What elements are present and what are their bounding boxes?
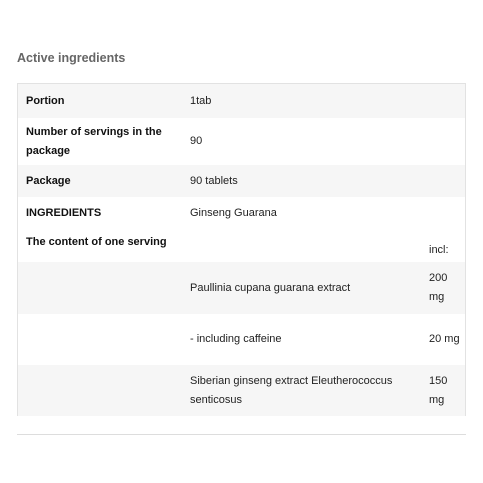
row-extra: 150 mg xyxy=(428,365,465,416)
table-row xyxy=(18,230,465,262)
row-label: Package xyxy=(18,165,188,197)
row-value: 1tab xyxy=(188,84,428,118)
row-value: 90 tablets xyxy=(188,165,428,197)
divider xyxy=(17,434,466,435)
row-extra xyxy=(428,197,465,230)
row-label: The content of one serving xyxy=(26,236,167,248)
table-row xyxy=(18,365,465,416)
row-value: - including caffeine xyxy=(190,333,282,345)
row-label xyxy=(18,314,188,365)
table-row xyxy=(18,84,465,118)
row-value: 90 xyxy=(190,135,203,147)
ingredients-table xyxy=(17,83,466,416)
table-row xyxy=(18,314,465,365)
row-extra: 20 mg xyxy=(429,333,460,345)
row-extra xyxy=(428,118,465,165)
row-value: Paullinia cupana guarana extract xyxy=(188,262,428,314)
row-extra xyxy=(428,165,465,197)
row-label: Portion xyxy=(18,84,188,118)
row-value: Siberian ginseng extract Eleutherococcus senticosus xyxy=(188,365,428,416)
row-label: INGREDIENTS xyxy=(26,207,102,219)
row-extra xyxy=(428,84,465,118)
table-row xyxy=(18,262,465,314)
table-row xyxy=(18,165,465,197)
row-label: Number of servings in the package xyxy=(26,125,162,157)
row-extra: incl: xyxy=(429,243,449,256)
table-row xyxy=(18,118,465,165)
row-extra: 200 mg xyxy=(428,262,465,314)
section-title: Active ingredients xyxy=(17,51,126,65)
row-label xyxy=(18,365,188,416)
table-row xyxy=(18,197,465,230)
row-label xyxy=(18,262,188,314)
row-value: Ginseng Guarana xyxy=(190,207,277,219)
row-value xyxy=(188,230,428,262)
